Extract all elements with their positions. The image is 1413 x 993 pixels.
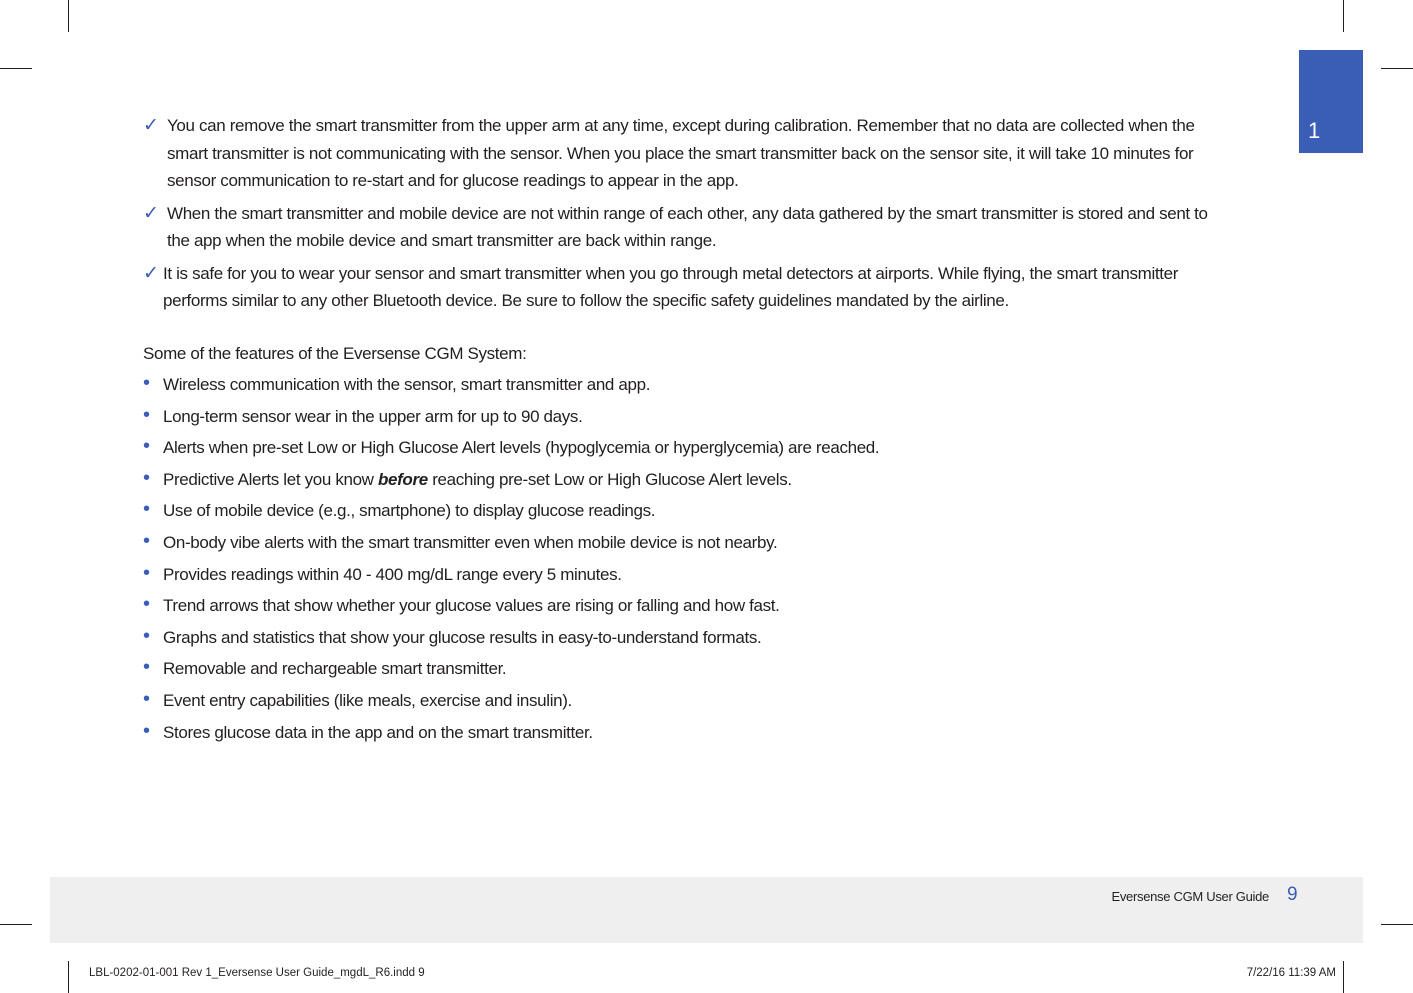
page-content — [143, 112, 1233, 750]
list-item — [143, 403, 1233, 435]
bullet-icon: • — [143, 498, 150, 521]
bullet-icon: • — [143, 435, 150, 458]
bullet-icon: • — [143, 593, 150, 616]
feature-text: Alerts when pre-set Low or High Glucose Alert levels (hypoglycemia or hyperglycemia) are reached. — [163, 438, 880, 458]
guide-title: Eversense CGM User Guide — [1111, 889, 1269, 904]
crop-mark — [1381, 68, 1413, 69]
list-item — [143, 655, 1233, 687]
feature-text: Graphs and statistics that show your glucose results in easy-to-understand formats. — [163, 627, 762, 647]
list-item — [143, 466, 1233, 498]
check-item — [143, 200, 1233, 255]
feature-text: On-body vibe alerts with the smart transmitter even when mobile device is not nearby. — [163, 532, 778, 552]
chapter-tab — [1299, 50, 1363, 153]
bullet-icon: • — [143, 561, 150, 584]
feature-text-before: Predictive Alerts let you know — [163, 469, 378, 489]
slug-filename: LBL-0202-01-001 Rev 1_Eversense User Guide_mgdL_R6.indd 9 — [89, 967, 425, 979]
bullet-icon: • — [143, 372, 150, 394]
list-item — [143, 561, 1233, 593]
chapter-number: 1 — [1308, 118, 1321, 143]
check-item — [143, 112, 1233, 195]
page-number: 9 — [1287, 884, 1298, 905]
bullet-icon: • — [143, 624, 150, 647]
crop-mark — [1343, 0, 1344, 32]
features-list — [143, 371, 1233, 750]
bullet-icon: • — [143, 529, 150, 552]
crop-mark — [0, 924, 32, 925]
check-item-text: When the smart transmitter and mobile device are not within range of each other, any data gathered by the smart transmitter is stored and sent to the app when the mobile device and smart transmitter are back within range. — [167, 203, 1208, 250]
bullet-icon: • — [143, 403, 150, 426]
check-item-text: It is safe for you to wear your sensor and smart transmitter when you go through metal detectors at airports. While flying, the smart transmitter performs similar to any other Bluetooth device. Be sure to follow the specific safety guidelines mandated by the airline. — [163, 263, 1179, 310]
crop-mark — [68, 961, 69, 993]
bullet-icon: • — [143, 466, 150, 489]
checkmark-icon: ✓ — [143, 115, 159, 136]
crop-mark — [68, 0, 69, 32]
bullet-icon: • — [143, 687, 150, 710]
crop-mark — [1343, 961, 1344, 993]
crop-mark — [1381, 924, 1413, 925]
slug-timestamp: 7/22/16 11:39 AM — [1246, 967, 1336, 979]
list-item — [143, 371, 1233, 403]
list-item — [143, 434, 1233, 466]
list-item — [143, 592, 1233, 624]
feature-text: Trend arrows that show whether your glucose values are rising or falling and how fast. — [163, 596, 780, 616]
list-item — [143, 497, 1233, 529]
checkmark-icon: ✓ — [143, 262, 159, 284]
feature-text: Use of mobile device (e.g., smartphone) to display glucose readings. — [163, 501, 656, 521]
check-item-text: You can remove the smart transmitter from the upper arm at any time, except during calibration. Remember that no data are collected when the smart transmitter is not communicating with the sensor. When you place the smart transmitter back on the sensor site, it will take 10 minutes for sensor communication to re-start and for glucose readings to appear in the app. — [167, 116, 1195, 190]
list-item — [143, 624, 1233, 656]
list-item — [143, 687, 1233, 719]
feature-text: Wireless communication with the sensor, smart transmitter and app. — [163, 375, 651, 394]
feature-text: Stores glucose data in the app and on the smart transmitter. — [163, 722, 593, 742]
features-intro: Some of the features of the Eversense CGM System: — [143, 343, 527, 363]
crop-mark — [0, 68, 32, 69]
list-item — [143, 719, 1233, 751]
feature-text: Provides readings within 40 - 400 mg/dL range every 5 minutes. — [163, 564, 622, 584]
check-item — [143, 260, 1233, 315]
footer-bar — [50, 877, 1363, 943]
feature-text: Event entry capabilities (like meals, exercise and insulin). — [163, 690, 572, 710]
checkmark-icon: ✓ — [143, 202, 159, 224]
feature-text-after: reaching pre-set Low or High Glucose Alert levels. — [427, 469, 792, 489]
feature-text: Removable and rechargeable smart transmitter. — [163, 659, 507, 679]
list-item — [143, 529, 1233, 561]
bullet-icon: • — [143, 719, 150, 742]
feature-text: Long-term sensor wear in the upper arm for up to 90 days. — [163, 406, 583, 426]
feature-emphasis: before — [377, 469, 428, 489]
bullet-icon: • — [143, 656, 150, 679]
